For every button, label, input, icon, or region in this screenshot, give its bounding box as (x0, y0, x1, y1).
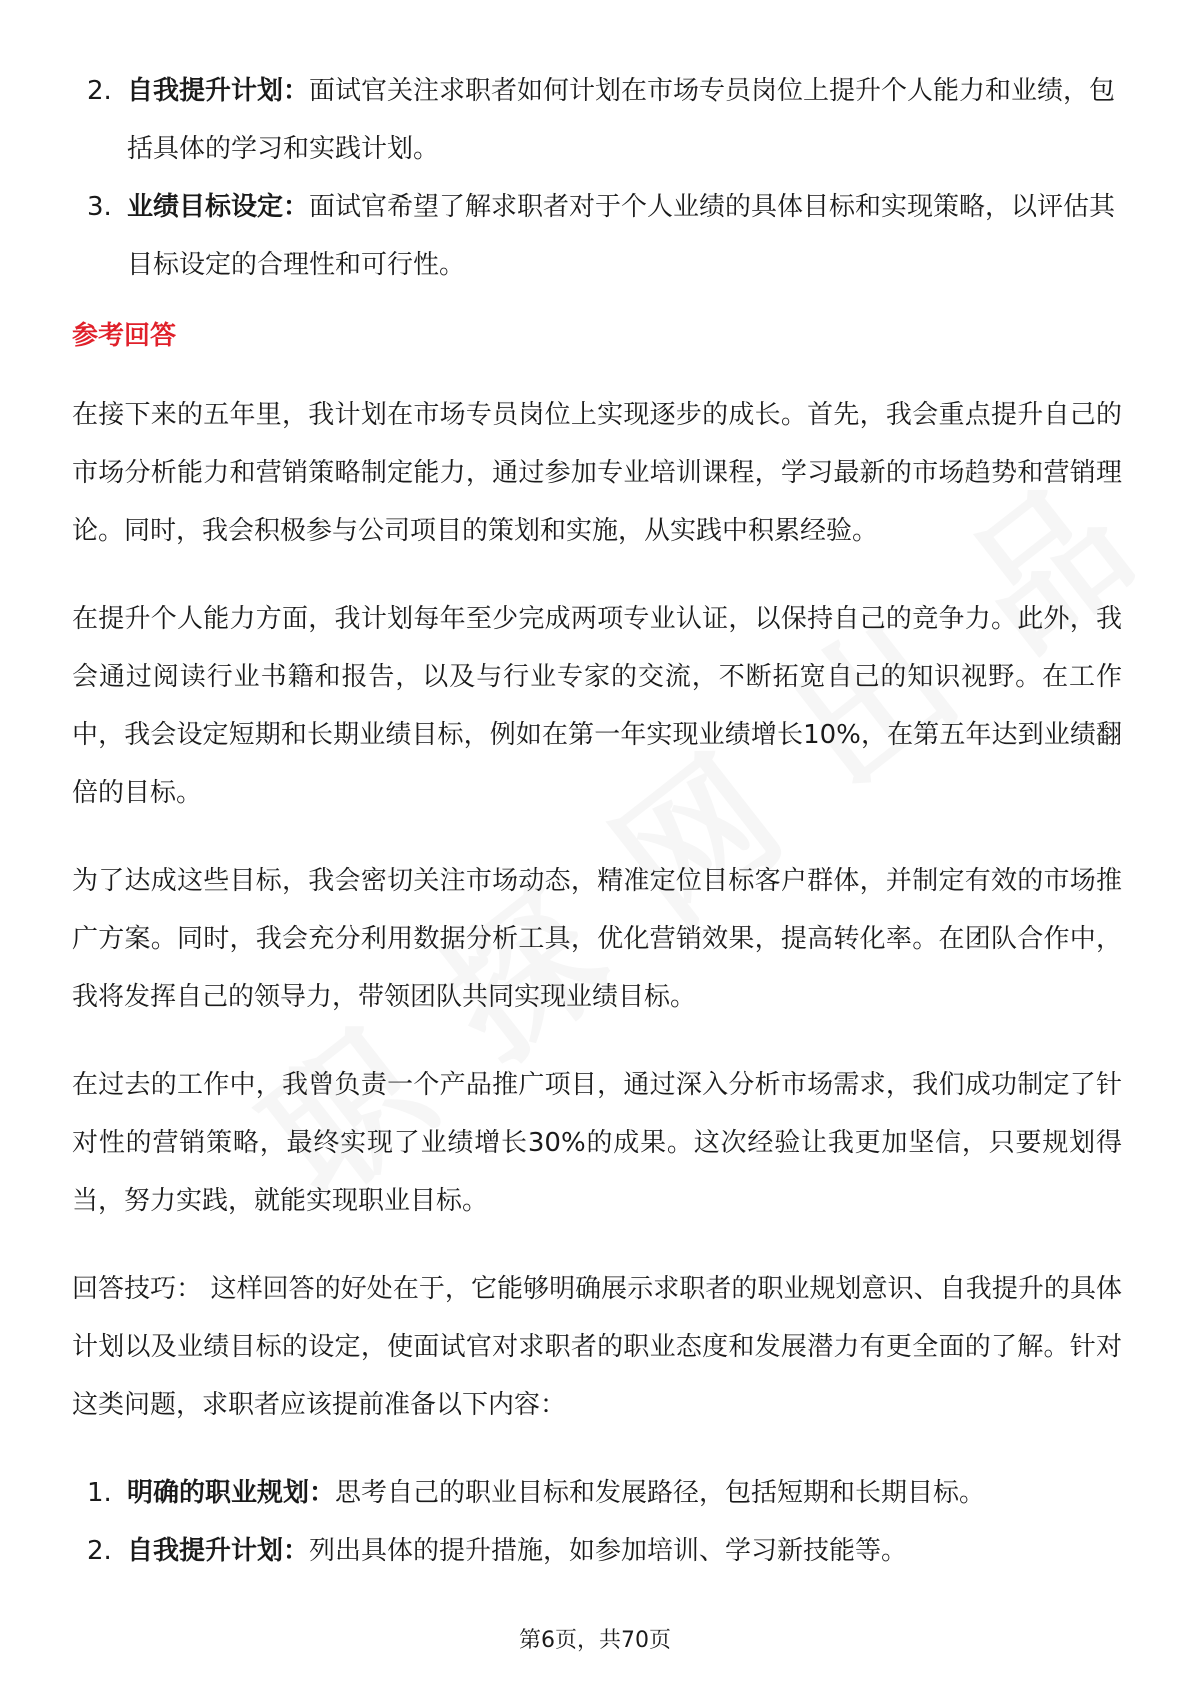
section-heading: 参考回答 (72, 321, 177, 351)
list-item-number: 2. (87, 76, 112, 106)
list-item-number: 2. (87, 1536, 112, 1566)
list-item-text: 面试官希望了解求职者对于个人业绩的具体目标和实现策略，以评估其目标设定的合理性和可行性。 (127, 192, 1116, 280)
page-content (72, 62, 1122, 1580)
paragraph: 在过去的工作中，我曾负责一个产品推广项目，通过深入分析市场需求，我们成功制定了针对性的营销策略，最终实现了业绩增长30%的成果。这次经验让我更加坚信，只要规划得当，努力实践，就能实现职业目标。 (72, 1070, 1122, 1216)
list-item-text: 列出具体的提升措施，如参加培训、学习新技能等。 (309, 1536, 908, 1566)
top-numbered-list (72, 62, 1122, 294)
list-item (72, 1464, 1122, 1522)
list-item-text: 思考自己的职业目标和发展路径，包括短期和长期目标。 (335, 1478, 986, 1508)
bottom-numbered-list (72, 1464, 1122, 1580)
list-item (72, 1522, 1122, 1580)
paragraph: 在接下来的五年里，我计划在市场专员岗位上实现逐步的成长。首先，我会重点提升自己的市场分析能力和营销策略制定能力，通过参加专业培训课程，学习最新的市场趋势和营销理论。同时，我会积极参与公司项目的策划和实施，从实践中积累经验。 (72, 400, 1122, 546)
list-item-title: 自我提升计划： (127, 1536, 310, 1566)
paragraph-tips: 回答技巧： 这样回答的好处在于，它能够明确展示求职者的职业规划意识、自我提升的具体计划以及业绩目标的设定，使面试官对求职者的职业态度和发展潜力有更全面的了解。针对这类问题，求职者应该提前准备以下内容： (72, 1274, 1122, 1420)
list-item-title: 明确的职业规划： (127, 1478, 336, 1508)
list-item-title: 自我提升计划： (127, 76, 310, 106)
list-item-number: 3. (87, 192, 112, 222)
paragraph: 为了达成这些目标，我会密切关注市场动态，精准定位目标客户群体，并制定有效的市场推广方案。同时，我会充分利用数据分析工具，优化营销效果，提高转化率。在团队合作中，我将发挥自己的领导力，带领团队共同实现业绩目标。 (72, 866, 1122, 1012)
paragraph: 在提升个人能力方面，我计划每年至少完成两项专业认证，以保持自己的竞争力。此外，我会通过阅读行业书籍和报告，以及与行业专家的交流，不断拓宽自己的知识视野。在工作中，我会设定短期和长期业绩目标，例如在第一年实现业绩增长10%，在第五年达到业绩翻倍的目标。 (72, 604, 1122, 808)
list-item-number: 1. (87, 1478, 112, 1508)
list-item-text: 面试官关注求职者如何计划在市场专员岗位上提升个人能力和业绩，包括具体的学习和实践计划。 (127, 76, 1116, 164)
list-item-title: 业绩目标设定： (127, 192, 310, 222)
list-item (72, 62, 1122, 178)
page-footer: 第6页，共70页 (519, 1628, 671, 1653)
list-item (72, 178, 1122, 294)
